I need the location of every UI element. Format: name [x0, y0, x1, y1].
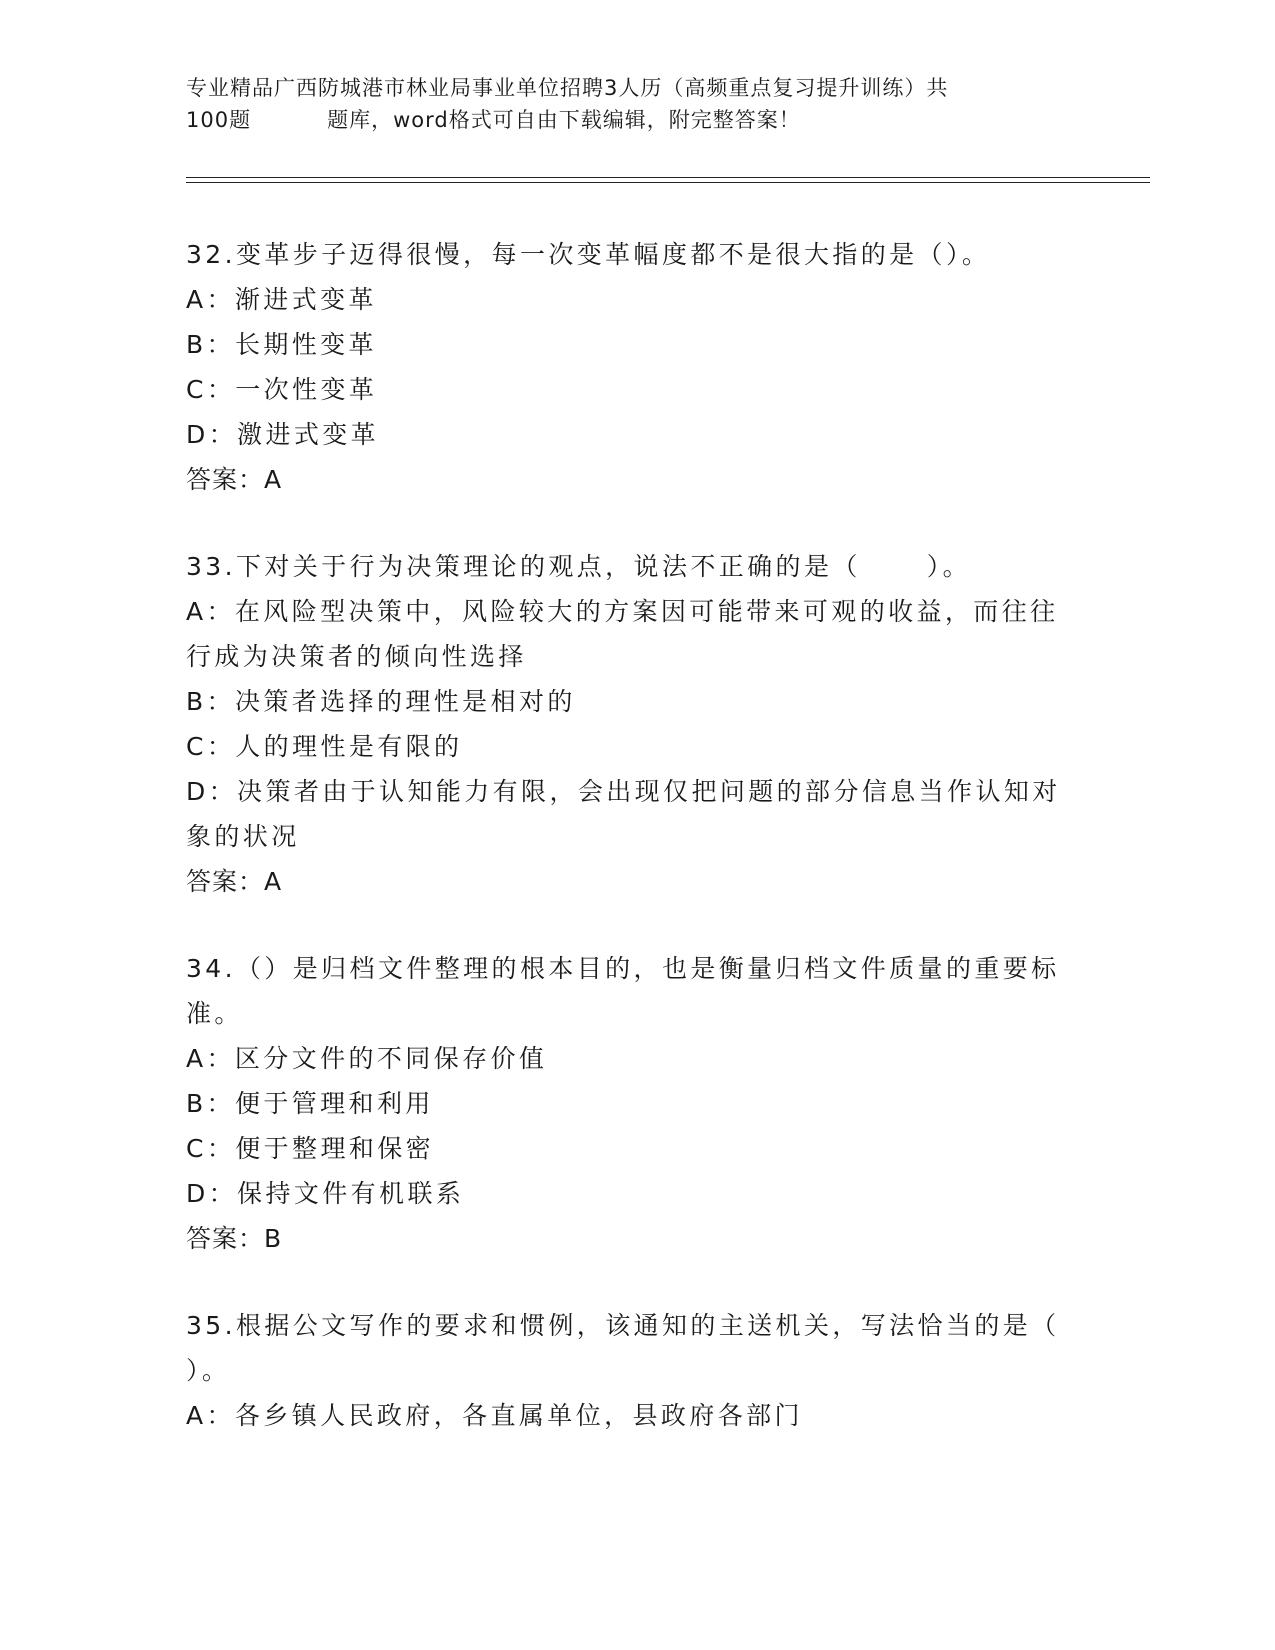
question-stem-end: ）。 — [926, 552, 972, 581]
option-c: C：一次性变革 — [186, 375, 378, 404]
question-34 — [186, 946, 1076, 1261]
question-stem — [186, 544, 1076, 589]
answer-line: 答案：A — [186, 867, 283, 896]
question-stem-line-2: 准。 — [186, 999, 243, 1028]
question-35 — [186, 1303, 1076, 1438]
option-b: B：决策者选择的理性是相对的 — [186, 687, 576, 716]
option-a: A：区分文件的不同保存价值 — [186, 1044, 548, 1073]
option-b: B：长期性变革 — [186, 330, 377, 359]
question-stem-line-2: ）。 — [186, 1356, 231, 1385]
question-stem-line-1: 35.根据公文写作的要求和惯例，该通知的主送机关，写法恰当的是（ — [186, 1311, 1060, 1340]
option-a: A：各乡镇人民政府，各直属单位，县政府各部门 — [186, 1401, 803, 1430]
option-a: A：渐进式变革 — [186, 285, 377, 314]
option-c: C：人的理性是有限的 — [186, 732, 463, 761]
document-header — [186, 72, 1086, 136]
option-d: D：保持文件有机联系 — [186, 1179, 465, 1208]
option-a-line-2: 行成为决策者的倾向性选择 — [186, 642, 527, 671]
header-title-line-2 — [186, 104, 1086, 136]
question-stem-line-1: 34.（）是归档文件整理的根本目的，也是衡量归档文件质量的重要标 — [186, 954, 1060, 983]
header-divider-top — [186, 177, 1150, 178]
question-list — [186, 232, 1076, 1480]
option-c: C：便于整理和保密 — [186, 1134, 435, 1163]
option-d-line-1: D：决策者由于认知能力有限，会出现仅把问题的部分信息当作认知对 — [186, 777, 1061, 806]
option-a-line-1: A：在风险型决策中，风险较大的方案因可能带来可观的收益，而往往 — [186, 597, 1059, 626]
header-divider-bottom — [186, 182, 1150, 183]
answer-line: 答案：B — [186, 1224, 283, 1253]
option-d-line-2: 象的状况 — [186, 822, 300, 851]
option-d: D：激进式变革 — [186, 420, 380, 449]
answer-line: 答案：A — [186, 465, 283, 494]
question-stem-text: 33.下对关于行为决策理论的观点，说法不正确的是（ — [186, 552, 861, 581]
header-count: 100题 — [186, 108, 252, 132]
header-description: 题库，word格式可自由下载编辑，附完整答案！ — [327, 108, 801, 132]
header-title-line-1: 专业精品广西防城港市林业局事业单位招聘3人历（高频重点复习提升训练）共 — [186, 76, 949, 100]
question-stem: 32.变革步子迈得很慢，每一次变革幅度都不是很大指的是（）。 — [186, 240, 991, 269]
option-b: B：便于管理和利用 — [186, 1089, 434, 1118]
question-33 — [186, 544, 1076, 904]
question-32 — [186, 232, 1076, 502]
